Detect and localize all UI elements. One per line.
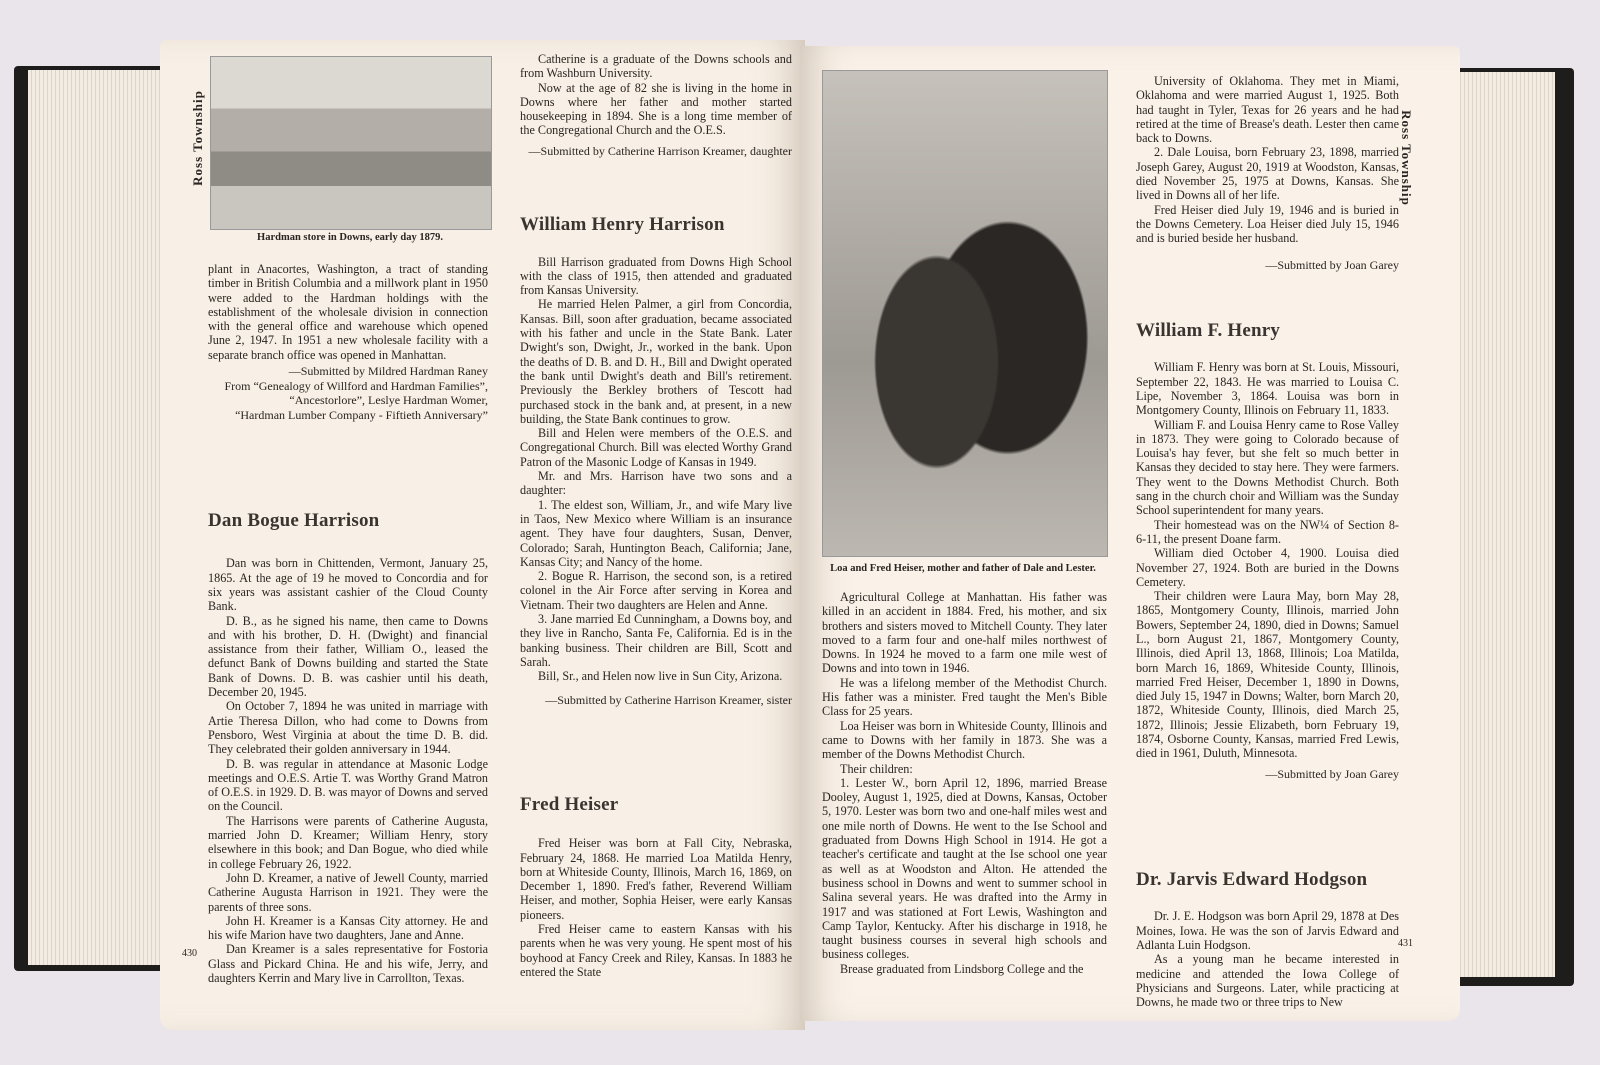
- paragraph: Bill Harrison graduated from Downs High School with the class of 1915, then attended and graduated from Kansas University.: [520, 254, 792, 298]
- paragraph: He was a lifelong member of the Methodist Church. His father was a minister. Fred taught the Men's Bible Class for 25 years.: [822, 675, 1107, 719]
- left-column-1: [208, 262, 488, 985]
- hardman-store-photo: [210, 56, 492, 230]
- page-number: 430: [182, 948, 197, 959]
- paragraph: William F. and Louisa Henry came to Rose Valley in 1873. They were going to Colorado because of Louisa's hay fever, but she felt so much better in Kansas they decided to stay here. They were farmers. They went to the Downs Methodist Church. Both sang in the church choir and William was the Sunday School superintendent for many years.: [1136, 417, 1399, 518]
- article-heading: William Henry Harrison: [520, 214, 725, 236]
- paragraph: John D. Kreamer, a native of Jewell County, married Catherine Augusta Harrison in 1921. They were the parents of three sons.: [208, 870, 488, 914]
- paragraph: 2. Dale Louisa, born February 23, 1898, married Joseph Garey, August 20, 1919 at Woodston, Kansas, died November 25, 1975 at Downs, Kansas. She lived in Downs all of her life.: [1136, 145, 1399, 203]
- paragraph: Brease graduated from Lindsborg College and the: [840, 961, 1084, 976]
- submitted-by: [208, 364, 488, 422]
- paragraph: Dan was born in Chittenden, Vermont, January 25, 1865. At the age of 19 he moved to Concordia and for six years was assistant cashier of the Cloud County Bank.: [208, 556, 488, 614]
- article-heading: William F. Henry: [1136, 320, 1281, 342]
- paragraph: Catherine is a graduate of the Downs schools and from Washburn University.: [520, 52, 792, 81]
- article-heading: Dr. Jarvis Edward Hodgson: [1136, 869, 1368, 891]
- paragraph: Their children:: [840, 761, 913, 776]
- paragraph: Agricultural College at Manhattan. His father was killed in an accident in 1884. Fred, his mother, and six brothers and sisters moved to Mitchell County. They later moved to a farm four and one-half miles northwest of Downs. In 1924 he moved to a farm one mile west of Downs and into town in 1946.: [822, 590, 1107, 676]
- paragraph: Dan Kreamer is a sales representative for Fostoria Glass and Pickard China. He and his wife, Jerry, and daughters Kerrin and Mary live in Carrollton, Texas.: [208, 942, 488, 985]
- submitted-by: —Submitted by Joan Garey: [1265, 766, 1399, 781]
- article-body: [1136, 360, 1399, 760]
- submitted-by: —Submitted by Catherine Harrison Kreamer, daughter: [528, 143, 792, 158]
- submitted-line: “Hardman Lumber Company - Fiftieth Anniversary”: [235, 407, 488, 422]
- submitted-line: —Submitted by Mildred Hardman Raney: [288, 364, 488, 379]
- paragraph: William died October 4, 1900. Louisa died November 27, 1924. Both are buried in the Downs Cemetery.: [1136, 546, 1399, 589]
- paragraph: Loa Heiser was born in Whiteside County, Illinois and came to Downs with her family in 1873. She was a member of the Downs Methodist Church.: [822, 718, 1107, 762]
- paragraph: The Harrisons were parents of Catherine Augusta, married John D. Kreamer; William Henry, story elsewhere in this book; and Dan Bogue, who died while in college February 26, 1922.: [208, 813, 488, 871]
- paragraph: Fred Heiser came to eastern Kansas with his parents when he was very young. He spent most of his boyhood at Fancy Creek and Riley, Kansas. In 1883 he entered the State: [520, 922, 792, 979]
- article-body: [208, 556, 488, 985]
- paragraph: D. B. was regular in attendance at Masonic Lodge meetings and O.E.S. Artie T. was Worthy Grand Matron of O.E.S. in 1929. D. B. was mayor of Downs and served on the Council.: [208, 756, 488, 814]
- submitted-by: —Submitted by Joan Garey: [1265, 257, 1399, 272]
- paragraph: 1. The eldest son, William, Jr., and wife Mary live in Taos, New Mexico where William is an insurance agent. They have four daughters, Susan, Denver, Colorado; Sarah, Huntington Beach, California; Jane, Kansas City; and Nancy of the home.: [520, 497, 792, 569]
- article-body: [822, 590, 1107, 976]
- submitted-line: From “Genealogy of Willford and Hardman Families”,: [224, 378, 488, 393]
- paragraph: 2. Bogue R. Harrison, the second son, is a retired colonel in the Air Force after serving in Korea and Vietnam. Their two daughters are Helen and Anne.: [520, 569, 792, 612]
- paragraph: University of Oklahoma. They met in Miami, Oklahoma and were married August 1, 1925. Both had taught in Tyler, Texas for 26 years and he had retired at the time of Brease's death. Lester then came back to Downs.: [1136, 74, 1399, 146]
- paragraph: William F. Henry was born at St. Louis, Missouri, September 22, 1843. He was married to Louisa C. Lipe, November 3, 1864. Louisa was born in Montgomery County, Illinois on February 11, 1833.: [1136, 360, 1399, 418]
- article-body: [520, 52, 792, 138]
- right-column-2: [1136, 74, 1399, 1010]
- paragraph: D. B., as he signed his name, then came to Downs and with his brother, D. H. (Dwight) and financial assistance from their father, William O., leased the defunct Bank of Downs building and started the State Bank of Downs. D. B. was cashier until his death, December 20, 1945.: [208, 613, 488, 700]
- page-number: 431: [1398, 938, 1413, 949]
- article-body: [1136, 74, 1399, 246]
- article-body: [1136, 909, 1399, 1009]
- paragraph: Their homestead was on the NW¼ of Section 8-6-11, the present Doane farm.: [1136, 517, 1399, 546]
- article-body: [520, 255, 792, 684]
- article-text: plant in Anacortes, Washington, a tract of standing timber in British Columbia and a millwork plant in 1950 were added to the Hardman holdings with the establishment of the wholesale division in connection with the general office and warehouse which opened June 2, 1947. In 1951 a new wholesale facility with a separate branch office was opened in Manhattan.: [208, 262, 488, 362]
- page-edges-right: [1445, 72, 1555, 977]
- paragraph: Their children were Laura May, born May 28, 1865, Montgomery County, Illinois, married John Bowers, September 24, 1890, died in Downs; Samuel L., born August 21, 1867, Montgomery County, Illinois, died April 13, 1868, Illinois; Loa Matilda, born March 16, 1869, Whiteside County, Illinois, married Fred Heiser, December 1, 1890 in Downs, died July 15, 1947 in Downs; Walter, born March 20, 1872, Whiteside County, Illinois, died March 25, 1872, Illinois; Jessie Elizabeth, born February 19, 1874, Osborne County, Kansas, married Fred Lewis, died in 1961, Duluth, Minnesota.: [1136, 589, 1399, 761]
- paragraph: John H. Kreamer is a Kansas City attorney. He and his wife Marion have two daughters, Jane and Anne.: [208, 913, 488, 943]
- article-body: [520, 836, 792, 979]
- paragraph: Fred Heiser died July 19, 1946 and is buried in the Downs Cemetery. Loa Heiser died July 15, 1946 and is buried beside her husband.: [1136, 202, 1399, 246]
- left-column-2: [520, 52, 792, 979]
- submitted-by: —Submitted by Catherine Harrison Kreamer, sister: [545, 693, 792, 708]
- paragraph: Now at the age of 82 she is living in the home in Downs where her father and mother started housekeeping in 1894. She is a long time member of the Congregational Church and the O.E.S.: [520, 80, 792, 138]
- page-edges-left: [28, 70, 168, 965]
- heiser-portrait-photo: [822, 70, 1108, 557]
- photo-caption: Loa and Fred Heiser, mother and father of Dale and Lester.: [830, 563, 1096, 574]
- paragraph: Mr. and Mrs. Harrison have two sons and a daughter:: [520, 469, 792, 498]
- article-heading: Fred Heiser: [520, 793, 619, 815]
- paragraph: Fred Heiser was born at Fall City, Nebraska, February 24, 1868. He married Loa Matilda Henry, born at Whiteside County, Illinois, March 16, 1869, on December 1, 1890. Fred's father, Reverend William Heiser, and mother, Sophia Heiser, were early Kansas pioneers.: [520, 836, 792, 922]
- right-column-1: [822, 590, 1107, 976]
- paragraph: On October 7, 1894 he was united in marriage with Artie Theresa Dillon, who had come to Downs from Pensboro, West Virginia at about the time D. B. did. They celebrated their golden anniversary in 1944.: [208, 699, 488, 757]
- paragraph: He married Helen Palmer, a girl from Concordia, Kansas. Bill, soon after graduation, became associated with his father and uncle in the State Bank. Later Dwight's son, Dwight, Jr., worked in the bank. Upon the deaths of D. B. and D. H., Bill and Dwight operated the bank until Dwight's death and Bill's retirement. Previously the Berkley brothers of Tescott had purchased stock in the bank and, at present, in a new building, the State Bank continues to grow.: [520, 297, 792, 426]
- paragraph: Dr. J. E. Hodgson was born April 29, 1878 at Des Moines, Iowa. He was the son of Jarvis Edward and Adlanta Luin Hodgson.: [1136, 909, 1399, 953]
- article-heading: Dan Bogue Harrison: [208, 510, 380, 532]
- paragraph: Bill and Helen were members of the O.E.S. and Congregational Church. Bill was elected Worthy Grand Patron of the Masonic Lodge of Kansas in 1949.: [520, 426, 792, 469]
- paragraph: As a young man he became interested in medicine and attended the Iowa College of Physicians and Surgeons. Later, while practicing at Downs, he made two or three trips to New: [1136, 952, 1399, 1010]
- paragraph: 3. Jane married Ed Cunningham, a Downs boy, and they live in Rancho, Santa Fe, California. Ed is in the banking business. Their children are Bill, Scott and Sarah.: [520, 612, 792, 669]
- submitted-line: “Ancestorlore”, Leslye Hardman Womer,: [289, 393, 488, 408]
- photo-caption: Hardman store in Downs, early day 1879.: [257, 232, 443, 243]
- side-tab-left: Ross Township: [189, 90, 205, 186]
- side-tab-right: Ross Township: [1398, 110, 1414, 206]
- paragraph: 1. Lester W., born April 12, 1896, married Brease Dooley, August 1, 1925, died at Downs, Kansas, October 5, 1970. Lester was born two and one-half miles west and one mile north of Downs. He went to the Ise School and graduated from Downs High School in 1914. He got a teacher's certificate and taught at the Ise school one year as well as at Woodston and Alton. He attended the business school in Downs and went to summer school in Salina several years. He was drafted into the Army in 1917 and was stationed at Fort Lewis, Washington and Camp Taylor, Kentucky. After his discharge in 1918, he taught business courses in several high schools and business colleges.: [822, 775, 1107, 962]
- paragraph: Bill, Sr., and Helen now live in Sun City, Arizona.: [538, 669, 783, 684]
